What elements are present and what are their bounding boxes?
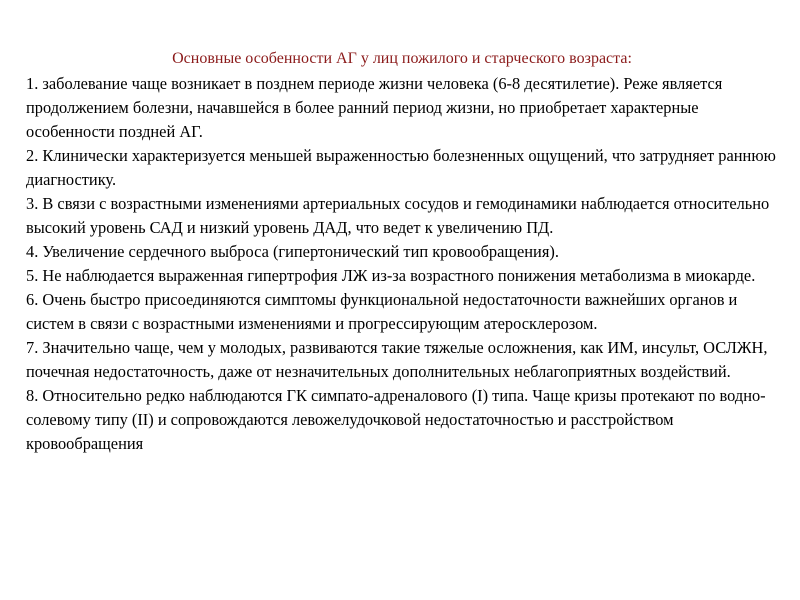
list-item-1: 1. заболевание чаще возникает в позднем периоде жизни человека (6-8 десятилетие). Реже является продолжением болезни, начавшейся в более ранний период жизни, но приобретает характерные особенности поздней АГ. <box>26 74 723 141</box>
list-item-7: 7. Значительно чаще, чем у молодых, развиваются такие тяжелые осложнения, как ИМ, инсульт, ОСЛЖН, почечная недостаточность, даже от незначительных дополнительных неблагоприятных воздействий. <box>26 338 768 381</box>
list-item-4: 4. Увеличение сердечного выброса (гипертонический тип кровообращения). <box>26 242 559 261</box>
slide-title: Основные особенности АГ у лиц пожилого и старческого возраста: <box>172 50 632 67</box>
list-item-3: 3. В связи с возрастными изменениями артериальных сосудов и гемодинамики наблюдается относительно высокий уровень САД и низкий уровень ДАД, что ведет к увеличению ПД. <box>26 194 770 237</box>
list-item-6: 6. Очень быстро присоединяются симптомы функциональной недостаточности важнейших органов и систем в связи с возрастными изменениями и прогрессирующим атеросклерозом. <box>26 290 738 333</box>
slide-content <box>26 48 778 456</box>
list-item-2: 2. Клинически характеризуется меньшей выраженностью болезненных ощущений, что затрудняет раннюю диагностику. <box>26 146 776 189</box>
features-list <box>26 72 778 456</box>
list-item-5: 5. Не наблюдается выраженная гипертрофия ЛЖ из-за возрастного понижения метаболизма в миокарде. <box>26 266 756 285</box>
list-item-8: 8. Относительно редко наблюдаются ГК симпато-адреналового (I) типа. Чаще кризы протекают по водно-солевому типу (II) и сопровождаются левожелудочковой недостаточностью и расстройством кровообращения <box>26 386 766 453</box>
